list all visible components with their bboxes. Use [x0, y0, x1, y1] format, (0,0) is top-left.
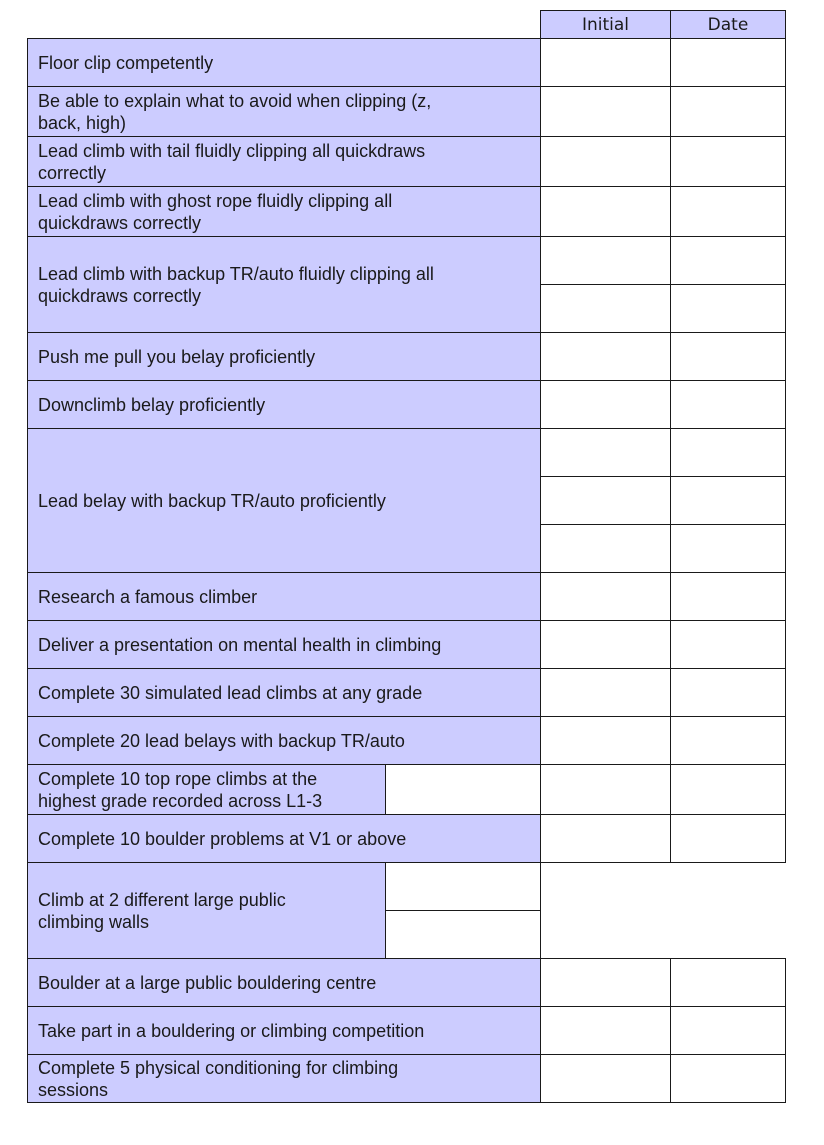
date-field[interactable]	[670, 1006, 786, 1055]
task-label: Research a famous climber	[38, 586, 258, 607]
initial-field[interactable]	[540, 764, 671, 815]
task-label: Downclimb belay proficiently	[38, 394, 266, 415]
initial-field[interactable]	[540, 38, 671, 87]
date-field[interactable]	[670, 668, 786, 717]
task-label-cell	[27, 958, 541, 1007]
date-column-header	[670, 10, 786, 39]
task-label-cell	[27, 332, 541, 381]
initial-field[interactable]	[540, 380, 671, 429]
task-label: Be able to explain what to avoid when clipping (z, back, high)	[38, 90, 432, 133]
date-field[interactable]	[670, 38, 786, 87]
task-label: Lead climb with backup TR/auto fluidly clipping all quickdraws correctly	[38, 263, 434, 306]
task-label: Lead climb with tail fluidly clipping all quickdraws correctly	[38, 140, 426, 183]
initial-column-header	[540, 10, 671, 39]
task-label: Complete 20 lead belays with backup TR/auto	[38, 730, 405, 751]
task-label-cell	[27, 862, 386, 959]
initial-field[interactable]	[540, 186, 671, 237]
initial-field[interactable]	[540, 1006, 671, 1055]
date-field[interactable]	[670, 380, 786, 429]
date-field[interactable]	[670, 332, 786, 381]
initial-field[interactable]	[540, 620, 671, 669]
task-label: Floor clip competently	[38, 52, 214, 73]
task-label-cell	[27, 86, 541, 137]
task-label-cell	[27, 716, 541, 765]
initial-header-label: Initial	[581, 14, 630, 35]
date-field[interactable]	[670, 428, 786, 477]
task-label-cell	[27, 236, 541, 333]
climbing-wall-name-field[interactable]	[385, 910, 541, 959]
task-label-cell	[27, 572, 541, 621]
task-label-cell	[27, 186, 541, 237]
task-label-cell	[27, 38, 541, 87]
date-field[interactable]	[670, 1054, 786, 1103]
initial-field[interactable]	[540, 86, 671, 137]
initial-field[interactable]	[540, 476, 671, 525]
task-label-cell	[27, 428, 541, 573]
date-field[interactable]	[670, 186, 786, 237]
task-label: Lead belay with backup TR/auto proficiently	[38, 490, 386, 511]
initial-field[interactable]	[540, 958, 671, 1007]
date-field[interactable]	[670, 572, 786, 621]
task-label-cell	[27, 668, 541, 717]
task-label-cell	[27, 136, 541, 187]
task-label: Complete 30 simulated lead climbs at any grade	[38, 682, 423, 703]
date-field[interactable]	[670, 476, 786, 525]
task-label-cell	[27, 620, 541, 669]
task-label-cell	[27, 1006, 541, 1055]
date-field[interactable]	[670, 136, 786, 187]
task-label: Deliver a presentation on mental health in climbing	[38, 634, 442, 655]
task-label: Complete 5 physical conditioning for climbing sessions	[38, 1057, 399, 1100]
task-label: Lead climb with ghost rope fluidly clipping all quickdraws correctly	[38, 190, 393, 233]
initial-field[interactable]	[540, 136, 671, 187]
date-header-label: Date	[707, 14, 749, 35]
task-label-cell	[27, 814, 541, 863]
initial-field[interactable]	[540, 428, 671, 477]
task-label: Climb at 2 different large public climbing walls	[38, 889, 286, 932]
date-field[interactable]	[670, 620, 786, 669]
date-field[interactable]	[670, 764, 786, 815]
date-field[interactable]	[670, 86, 786, 137]
task-label: Complete 10 boulder problems at V1 or above	[38, 828, 407, 849]
initial-field[interactable]	[540, 284, 671, 333]
initial-field[interactable]	[540, 332, 671, 381]
task-label: Complete 10 top rope climbs at the highest grade recorded across L1-3	[38, 768, 323, 811]
initial-field[interactable]	[540, 1054, 671, 1103]
initial-field[interactable]	[540, 668, 671, 717]
initial-field[interactable]	[540, 524, 671, 573]
climbing-wall-name-field[interactable]	[385, 862, 541, 911]
date-field[interactable]	[670, 716, 786, 765]
task-label: Push me pull you belay proficiently	[38, 346, 316, 367]
date-field[interactable]	[670, 236, 786, 285]
initial-field[interactable]	[540, 814, 671, 863]
date-field[interactable]	[670, 524, 786, 573]
date-field[interactable]	[670, 814, 786, 863]
task-label: Boulder at a large public bouldering centre	[38, 972, 377, 993]
initial-field[interactable]	[540, 572, 671, 621]
initial-field[interactable]	[540, 236, 671, 285]
date-field[interactable]	[670, 958, 786, 1007]
task-label-cell	[27, 380, 541, 429]
task-label: Take part in a bouldering or climbing competition	[38, 1020, 425, 1041]
date-field[interactable]	[670, 284, 786, 333]
task-label-cell	[27, 1054, 541, 1103]
task-label-cell	[27, 764, 386, 815]
initial-field[interactable]	[540, 716, 671, 765]
grade-record-field[interactable]	[385, 764, 541, 815]
